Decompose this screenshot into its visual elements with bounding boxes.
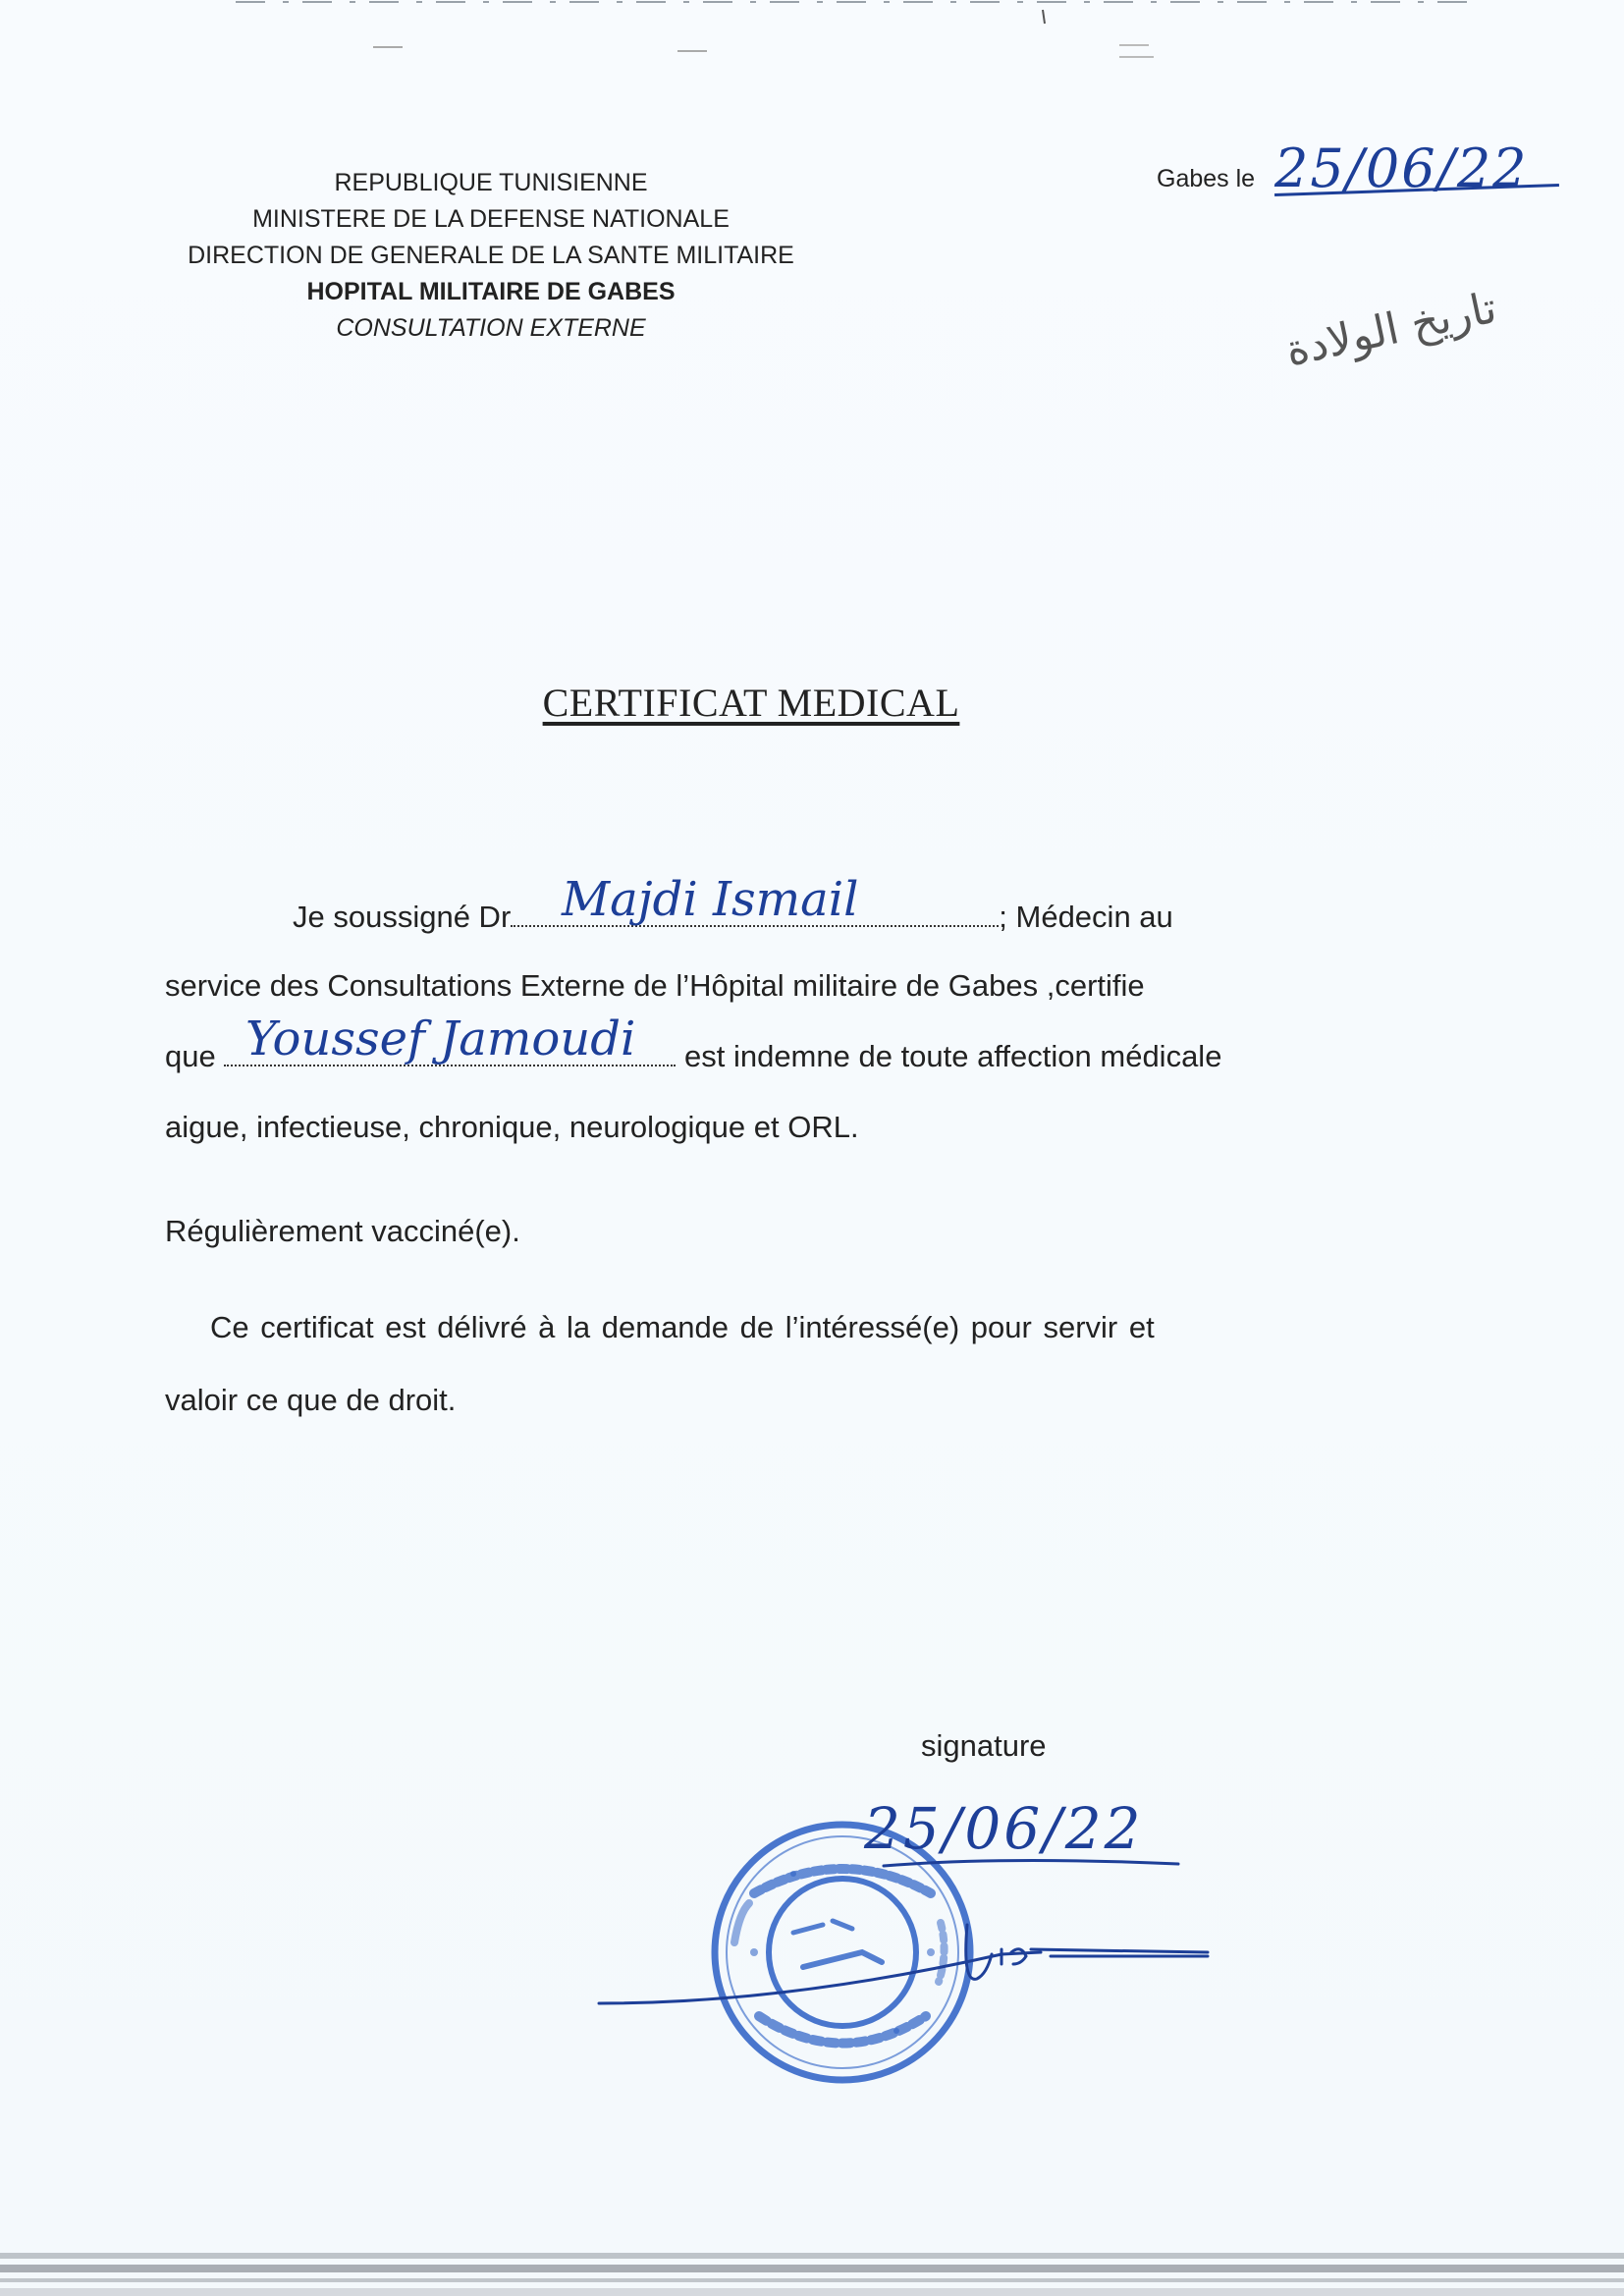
- header-department: CONSULTATION EXTERNE: [336, 314, 646, 342]
- header-direction: DIRECTION DE GENERALE DE LA SANTE MILITAIRE: [188, 242, 794, 269]
- document-title: CERTIFICAT MEDICAL: [542, 681, 960, 725]
- scan-edge-bottom: [0, 2229, 1624, 2296]
- que-text: que: [165, 1039, 216, 1073]
- doctor-name-handwritten: Majdi Ismail: [562, 872, 859, 927]
- para3-line2: valoir ce que de droit.: [165, 1383, 457, 1417]
- vaccination-statement: Régulièrement vacciné(e).: [165, 1214, 520, 1248]
- header-hospital: HOPITAL MILITAIRE DE GABES: [306, 278, 676, 305]
- doctor-signature: [589, 1827, 1276, 2082]
- arabic-note-text: تاريخ الولادة: [1281, 282, 1501, 377]
- arabic-handwritten-note: [1265, 282, 1501, 412]
- para3-line1: Ce certificat est délivré à la demande de l’intéressé(e) pour servir et: [210, 1310, 1155, 1344]
- header-ministry: MINISTERE DE LA DEFENSE NATIONALE: [252, 205, 730, 233]
- header-republic: REPUBLIQUE TUNISIENNE: [334, 169, 648, 196]
- date-block: [1157, 137, 1569, 226]
- signature-date-handwritten: 25/06/22: [864, 1795, 1144, 1862]
- after-doctor-text: ; Médecin au: [999, 900, 1173, 934]
- patient-name-handwritten: Youssef Jamoudi: [245, 1011, 636, 1066]
- letterhead: [147, 165, 835, 347]
- scan-edge-top: [0, 0, 1624, 59]
- date-label: Gabes le: [1157, 165, 1256, 192]
- para1-line4: aigue, infectieuse, chronique, neurologique et ORL.: [165, 1110, 859, 1144]
- intro-text: Je soussigné Dr: [293, 900, 512, 934]
- para1-line2: service des Consultations Externe de l’Hôpital militaire de Gabes ,certifie: [165, 968, 1145, 1003]
- signature-label: signature: [921, 1728, 1047, 1763]
- date-handwritten: 25/06/22: [1274, 137, 1529, 199]
- after-patient-text: est indemne de toute affection médicale: [683, 1039, 1222, 1073]
